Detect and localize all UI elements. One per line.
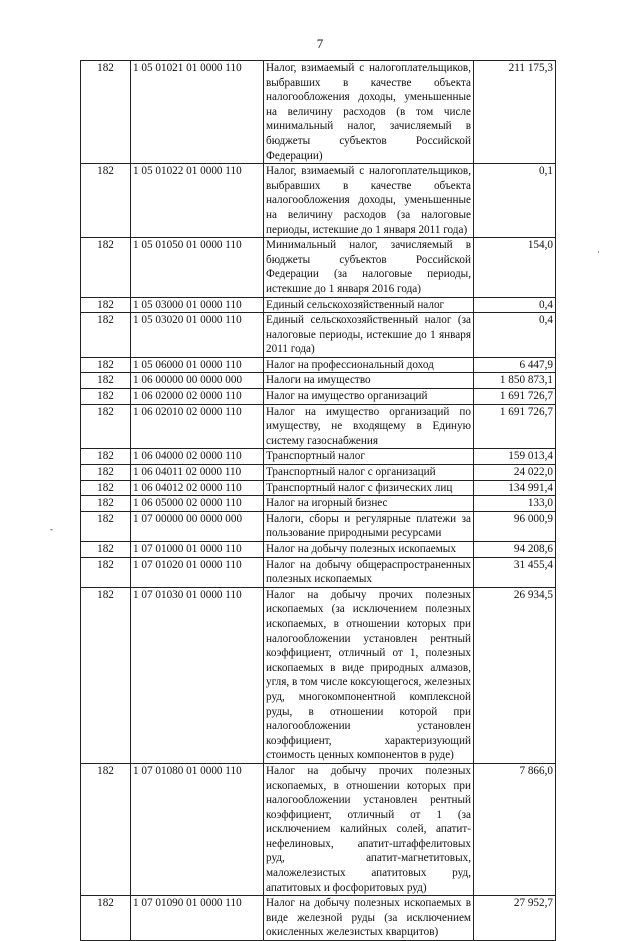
table-row (81, 373, 556, 389)
classification-code-cell: 1 07 01020 01 0000 110 (131, 557, 264, 587)
revenue-name-cell: Налоги, сборы и регулярные платежи за пользование природными ресурсами (264, 511, 474, 541)
admin-code-cell: 182 (81, 465, 131, 481)
revenue-name-cell: Налог, взимаемый с налогоплательщиков, выбравших в качестве объекта налогообложения доходы, уменьшенные на величину расходов (в том числе минимальный налог, зачисляемый в бюджеты субъектов Российской Федерации) (264, 61, 474, 164)
revenue-name-cell: Налог на имущество организаций по имуществу, не входящему в Единую систему газоснабжения (264, 404, 474, 449)
table-row (81, 763, 556, 895)
classification-code-cell: 1 07 00000 00 0000 000 (131, 511, 264, 541)
classification-code-cell: 1 06 04012 02 0000 110 (131, 480, 264, 496)
amount-cell: 0,4 (474, 297, 556, 313)
classification-code-cell: 1 05 03020 01 0000 110 (131, 313, 264, 358)
revenue-name-cell: Налоги на имущество (264, 373, 474, 389)
scan-mark: - (50, 524, 53, 534)
amount-cell: 7 866,0 (474, 763, 556, 895)
revenue-name-cell: Налог на игорный бизнес (264, 496, 474, 512)
classification-code-cell: 1 05 01021 01 0000 110 (131, 61, 264, 164)
classification-code-cell: 1 07 01090 01 0000 110 (131, 896, 264, 941)
revenue-name-cell: Транспортный налог с организаций (264, 465, 474, 481)
admin-code-cell: 182 (81, 404, 131, 449)
amount-cell: 154,0 (474, 238, 556, 297)
classification-code-cell: 1 06 05000 02 0000 110 (131, 496, 264, 512)
amount-cell: 133,0 (474, 496, 556, 512)
classification-code-cell: 1 06 02010 02 0000 110 (131, 404, 264, 449)
revenue-table (80, 60, 556, 941)
amount-cell: 94 208,6 (474, 542, 556, 558)
amount-cell: 6 447,9 (474, 357, 556, 373)
table-row (81, 542, 556, 558)
classification-code-cell: 1 07 01030 01 0000 110 (131, 587, 264, 763)
revenue-name-cell: Единый сельскохозяйственный налог (за налоговые периоды, истекшие до 1 января 2011 года) (264, 313, 474, 358)
amount-cell: 24 022,0 (474, 465, 556, 481)
table-row (81, 557, 556, 587)
revenue-name-cell: Транспортный налог (264, 449, 474, 465)
amount-cell: 27 952,7 (474, 896, 556, 941)
table-row (81, 449, 556, 465)
table-row (81, 389, 556, 405)
table-row (81, 511, 556, 541)
amount-cell: 0,1 (474, 164, 556, 238)
table-row (81, 465, 556, 481)
revenue-name-cell: Транспортный налог с физических лиц (264, 480, 474, 496)
admin-code-cell: 182 (81, 357, 131, 373)
table-row (81, 404, 556, 449)
admin-code-cell: 182 (81, 542, 131, 558)
classification-code-cell: 1 06 04000 02 0000 110 (131, 449, 264, 465)
classification-code-cell: 1 06 04011 02 0000 110 (131, 465, 264, 481)
table-row (81, 313, 556, 358)
amount-cell: 0,4 (474, 313, 556, 358)
revenue-name-cell: Налог на добычу полезных ископаемых в виде железной руды (за исключением окисленных железистых кварцитов) (264, 896, 474, 941)
admin-code-cell: 182 (81, 164, 131, 238)
admin-code-cell: 182 (81, 449, 131, 465)
classification-code-cell: 1 07 01000 01 0000 110 (131, 542, 264, 558)
classification-code-cell: 1 05 06000 01 0000 110 (131, 357, 264, 373)
admin-code-cell: 182 (81, 373, 131, 389)
amount-cell: 159 013,4 (474, 449, 556, 465)
amount-cell: 1 850 873,1 (474, 373, 556, 389)
revenue-table-body (81, 61, 556, 941)
revenue-name-cell: Налог на добычу общераспространенных полезных ископаемых (264, 557, 474, 587)
revenue-name-cell: Налог на добычу полезных ископаемых (264, 542, 474, 558)
admin-code-cell: 182 (81, 238, 131, 297)
classification-code-cell: 1 05 01050 01 0000 110 (131, 238, 264, 297)
table-row (81, 297, 556, 313)
admin-code-cell: 182 (81, 496, 131, 512)
table-row (81, 896, 556, 941)
admin-code-cell: 182 (81, 480, 131, 496)
classification-code-cell: 1 06 02000 02 0000 110 (131, 389, 264, 405)
revenue-name-cell: Налог на добычу прочих полезных ископаемых (за исключением полезных ископаемых, в отношении которых при налогообложении установлен рентный коэффициент, отличный от 1, полезных ископаемых в виде природных алмазов, угля, в том числе коксующегося, железных руд, многокомпонентной комплексной руды, в отношении которой при налогообложении установлен коэффициент, характеризующий стоимость ценных компонентов в руде) (264, 587, 474, 763)
revenue-name-cell: Налог, взимаемый с налогоплательщиков, выбравших в качестве объекта налогообложения доходы, уменьшенные на величину расходов (за налоговые периоды, истекшие до 1 января 2011 года) (264, 164, 474, 238)
amount-cell: 96 000,9 (474, 511, 556, 541)
amount-cell: 26 934,5 (474, 587, 556, 763)
admin-code-cell: 182 (81, 61, 131, 164)
table-row (81, 496, 556, 512)
admin-code-cell: 182 (81, 763, 131, 895)
amount-cell: 31 455,4 (474, 557, 556, 587)
admin-code-cell: 182 (81, 313, 131, 358)
classification-code-cell: 1 05 03000 01 0000 110 (131, 297, 264, 313)
revenue-name-cell: Налог на имущество организаций (264, 389, 474, 405)
classification-code-cell: 1 05 01022 01 0000 110 (131, 164, 264, 238)
revenue-name-cell: Минимальный налог, зачисляемый в бюджеты субъектов Российской Федерации (за налоговые периоды, истекшие до 1 января 2016 года) (264, 238, 474, 297)
classification-code-cell: 1 06 00000 00 0000 000 (131, 373, 264, 389)
table-row (81, 480, 556, 496)
page-number: 7 (316, 36, 324, 51)
amount-cell: 1 691 726,7 (474, 389, 556, 405)
amount-cell: 1 691 726,7 (474, 404, 556, 449)
amount-cell: 211 175,3 (474, 61, 556, 164)
admin-code-cell: 182 (81, 389, 131, 405)
admin-code-cell: 182 (81, 511, 131, 541)
table-row (81, 357, 556, 373)
revenue-name-cell: Единый сельскохозяйственный налог (264, 297, 474, 313)
scan-mark: · (597, 247, 600, 257)
classification-code-cell: 1 07 01080 01 0000 110 (131, 763, 264, 895)
table-row (81, 164, 556, 238)
admin-code-cell: 182 (81, 896, 131, 941)
revenue-name-cell: Налог на добычу прочих полезных ископаемых, в отношении которых при налогообложении установлен рентный коэффициент, отличный от 1 (за исключением калийных солей, апатит-нефелиновых, апатит-штаффелитовых руд, апатит-магнетитовых, маложелезистых апатитовых руд, апатитовых и фосфоритовых руд) (264, 763, 474, 895)
amount-cell: 134 991,4 (474, 480, 556, 496)
table-row (81, 587, 556, 763)
revenue-name-cell: Налог на профессиональный доход (264, 357, 474, 373)
table-row (81, 238, 556, 297)
admin-code-cell: 182 (81, 557, 131, 587)
admin-code-cell: 182 (81, 587, 131, 763)
table-row (81, 61, 556, 164)
admin-code-cell: 182 (81, 297, 131, 313)
